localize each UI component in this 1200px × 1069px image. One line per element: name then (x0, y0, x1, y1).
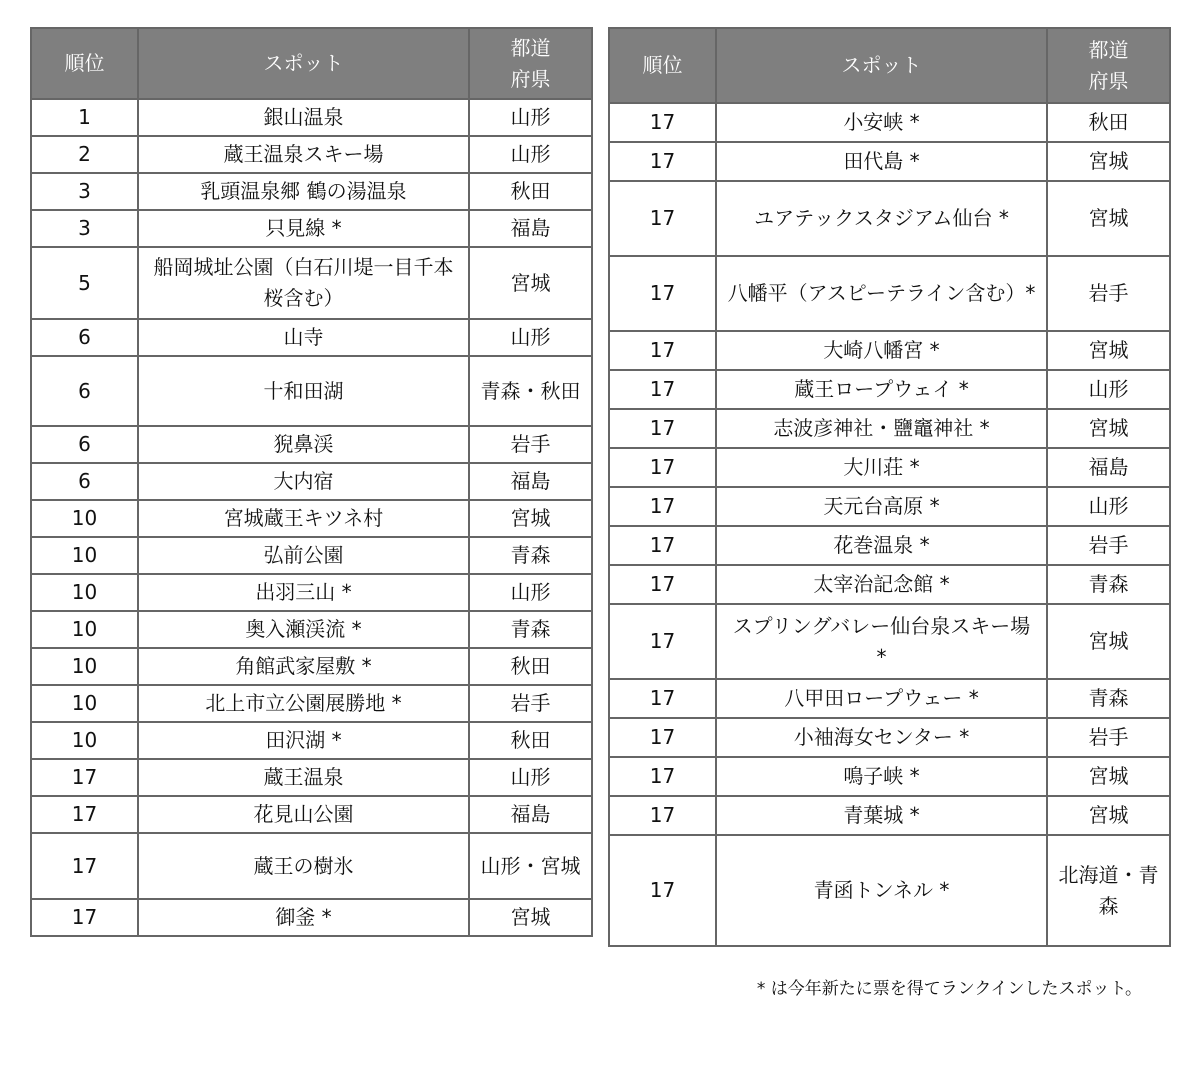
rank-cell: 17 (609, 370, 716, 409)
spot-cell: 小安峡 * (716, 103, 1047, 142)
prefecture-cell: 青森 (1047, 679, 1170, 718)
spot-cell: 出羽三山 * (138, 574, 469, 611)
prefecture-cell: 宮城 (1047, 142, 1170, 181)
table-row (609, 604, 1170, 679)
prefecture-cell: 山形・宮城 (469, 833, 592, 899)
spot-cell: 青葉城 * (716, 796, 1047, 835)
rank-cell: 17 (609, 796, 716, 835)
header-prefecture (469, 28, 592, 99)
prefecture-cell: 秋田 (469, 173, 592, 210)
table-row (31, 722, 592, 759)
footnote: * は今年新たに票を得てランクインしたスポット。 (756, 979, 1142, 999)
table-row (31, 685, 592, 722)
prefecture-cell: 青森 (469, 537, 592, 574)
ranking-table-left (30, 27, 593, 937)
header-prefecture (1047, 28, 1170, 103)
prefecture-cell: 岩手 (1047, 718, 1170, 757)
rank-cell: 17 (609, 679, 716, 718)
spot-cell: 八甲田ロープウェー * (716, 679, 1047, 718)
rank-cell: 17 (609, 604, 716, 679)
table-row (31, 574, 592, 611)
table-row (609, 718, 1170, 757)
prefecture-cell: 秋田 (1047, 103, 1170, 142)
prefecture-cell: 岩手 (469, 685, 592, 722)
prefecture-cell: 北海道・青森 (1047, 835, 1170, 946)
rank-cell: 17 (609, 487, 716, 526)
prefecture-cell: 山形 (469, 574, 592, 611)
prefecture-cell: 岩手 (469, 426, 592, 463)
rank-cell: 1 (31, 99, 138, 136)
prefecture-cell: 福島 (469, 463, 592, 500)
prefecture-cell: 山形 (1047, 487, 1170, 526)
rank-cell: 17 (609, 835, 716, 946)
table-row (31, 899, 592, 936)
header-rank: 順位 (609, 28, 716, 103)
spot-cell: 蔵王ロープウェイ * (716, 370, 1047, 409)
spot-cell: 十和田湖 (138, 356, 469, 426)
prefecture-cell: 青森・秋田 (469, 356, 592, 426)
rank-cell: 3 (31, 210, 138, 247)
prefecture-cell: 宮城 (469, 899, 592, 936)
rank-cell: 17 (31, 796, 138, 833)
spot-cell: 志波彦神社・鹽竈神社 * (716, 409, 1047, 448)
spot-cell: 北上市立公園展勝地 * (138, 685, 469, 722)
spot-cell: 大川荘 * (716, 448, 1047, 487)
spot-cell: 青函トンネル * (716, 835, 1047, 946)
spot-cell: 田沢湖 * (138, 722, 469, 759)
prefecture-cell: 岩手 (1047, 256, 1170, 331)
header-row (31, 28, 592, 99)
prefecture-cell: 宮城 (1047, 331, 1170, 370)
rank-cell: 17 (31, 899, 138, 936)
ranking-rows-right (609, 103, 1170, 946)
prefecture-cell: 宮城 (1047, 181, 1170, 256)
table-row (609, 679, 1170, 718)
rank-cell: 17 (31, 833, 138, 899)
rank-cell: 17 (609, 181, 716, 256)
rank-cell: 17 (609, 526, 716, 565)
spot-cell: ユアテックスタジアム仙台 * (716, 181, 1047, 256)
header-spot: スポット (138, 28, 469, 99)
prefecture-cell: 宮城 (1047, 796, 1170, 835)
prefecture-cell: 岩手 (1047, 526, 1170, 565)
table-row (609, 370, 1170, 409)
prefecture-cell: 山形 (469, 136, 592, 173)
table-row (609, 331, 1170, 370)
rank-cell: 3 (31, 173, 138, 210)
prefecture-cell: 青森 (1047, 565, 1170, 604)
table-row (31, 426, 592, 463)
ranking-table-right (608, 27, 1171, 947)
table-row (609, 103, 1170, 142)
table-row (31, 356, 592, 426)
header-prefecture-line1: 都道 (1088, 37, 1129, 62)
table-row (31, 796, 592, 833)
header-spot: スポット (716, 28, 1047, 103)
rank-cell: 6 (31, 356, 138, 426)
rank-cell: 6 (31, 463, 138, 500)
spot-cell: 鳴子峡 * (716, 757, 1047, 796)
prefecture-cell: 宮城 (469, 247, 592, 319)
rank-cell: 6 (31, 319, 138, 356)
table-row (31, 759, 592, 796)
spot-cell: 只見線 * (138, 210, 469, 247)
rank-cell: 17 (609, 565, 716, 604)
rank-cell: 10 (31, 648, 138, 685)
prefecture-cell: 宮城 (469, 500, 592, 537)
rank-cell: 17 (609, 757, 716, 796)
spot-cell: 蔵王温泉スキー場 (138, 136, 469, 173)
table-row (609, 409, 1170, 448)
prefecture-cell: 宮城 (1047, 757, 1170, 796)
prefecture-cell: 山形 (469, 99, 592, 136)
spot-cell: 太宰治記念館 * (716, 565, 1047, 604)
table-row (31, 99, 592, 136)
spot-cell: 大崎八幡宮 * (716, 331, 1047, 370)
prefecture-cell: 宮城 (1047, 409, 1170, 448)
spot-cell: 御釜 * (138, 899, 469, 936)
table-row (609, 796, 1170, 835)
rank-cell: 2 (31, 136, 138, 173)
spot-cell: 奥入瀬渓流 * (138, 611, 469, 648)
spot-cell: 小袖海女センター * (716, 718, 1047, 757)
spot-cell: 天元台高原 * (716, 487, 1047, 526)
rank-cell: 17 (609, 718, 716, 757)
spot-cell: 蔵王の樹氷 (138, 833, 469, 899)
header-prefecture-line2: 府県 (510, 66, 551, 91)
rank-cell: 17 (609, 142, 716, 181)
table-row (31, 210, 592, 247)
rank-cell: 10 (31, 500, 138, 537)
prefecture-cell: 福島 (469, 210, 592, 247)
table-row (609, 487, 1170, 526)
spot-cell: 山寺 (138, 319, 469, 356)
spot-cell: 乳頭温泉郷 鶴の湯温泉 (138, 173, 469, 210)
table-row (609, 142, 1170, 181)
prefecture-cell: 秋田 (469, 722, 592, 759)
table-row (31, 247, 592, 319)
spot-cell: 大内宿 (138, 463, 469, 500)
ranking-rows-left (31, 99, 592, 936)
spot-cell: 銀山温泉 (138, 99, 469, 136)
prefecture-cell: 山形 (469, 319, 592, 356)
rank-cell: 10 (31, 574, 138, 611)
header-row (609, 28, 1170, 103)
rank-cell: 10 (31, 537, 138, 574)
header-prefecture-line2: 府県 (1088, 68, 1129, 93)
table-row (31, 136, 592, 173)
prefecture-cell: 秋田 (469, 648, 592, 685)
prefecture-cell: 福島 (1047, 448, 1170, 487)
rank-cell: 10 (31, 685, 138, 722)
rank-cell: 17 (31, 759, 138, 796)
table-row (609, 256, 1170, 331)
table-row (31, 537, 592, 574)
rank-cell: 10 (31, 611, 138, 648)
table-row (609, 181, 1170, 256)
prefecture-cell: 福島 (469, 796, 592, 833)
rank-cell: 17 (609, 331, 716, 370)
header-prefecture-line1: 都道 (510, 35, 551, 60)
spot-cell: スプリングバレー仙台泉スキー場 * (716, 604, 1047, 679)
table-row (609, 757, 1170, 796)
table-row (31, 648, 592, 685)
table-row (609, 526, 1170, 565)
prefecture-cell: 宮城 (1047, 604, 1170, 679)
prefecture-cell: 山形 (469, 759, 592, 796)
spot-cell: 八幡平（アスピーテライン含む）* (716, 256, 1047, 331)
table-row (31, 500, 592, 537)
table-row (31, 319, 592, 356)
spot-cell: 蔵王温泉 (138, 759, 469, 796)
rank-cell: 10 (31, 722, 138, 759)
table-row (609, 448, 1170, 487)
rank-cell: 17 (609, 256, 716, 331)
spot-cell: 田代島 * (716, 142, 1047, 181)
table-row (31, 833, 592, 899)
rank-cell: 17 (609, 409, 716, 448)
table-row (31, 611, 592, 648)
table-row (31, 463, 592, 500)
table-row (609, 565, 1170, 604)
prefecture-cell: 山形 (1047, 370, 1170, 409)
rank-cell: 17 (609, 448, 716, 487)
spot-cell: 花見山公園 (138, 796, 469, 833)
spot-cell: 角館武家屋敷 * (138, 648, 469, 685)
rank-cell: 5 (31, 247, 138, 319)
table-row (609, 835, 1170, 946)
spot-cell: 猊鼻渓 (138, 426, 469, 463)
rank-cell: 17 (609, 103, 716, 142)
spot-cell: 宮城蔵王キツネ村 (138, 500, 469, 537)
rank-cell: 6 (31, 426, 138, 463)
table-row (31, 173, 592, 210)
spot-cell: 弘前公園 (138, 537, 469, 574)
header-rank: 順位 (31, 28, 138, 99)
spot-cell: 船岡城址公園（白石川堤一目千本桜含む） (138, 247, 469, 319)
spot-cell: 花巻温泉 * (716, 526, 1047, 565)
prefecture-cell: 青森 (469, 611, 592, 648)
